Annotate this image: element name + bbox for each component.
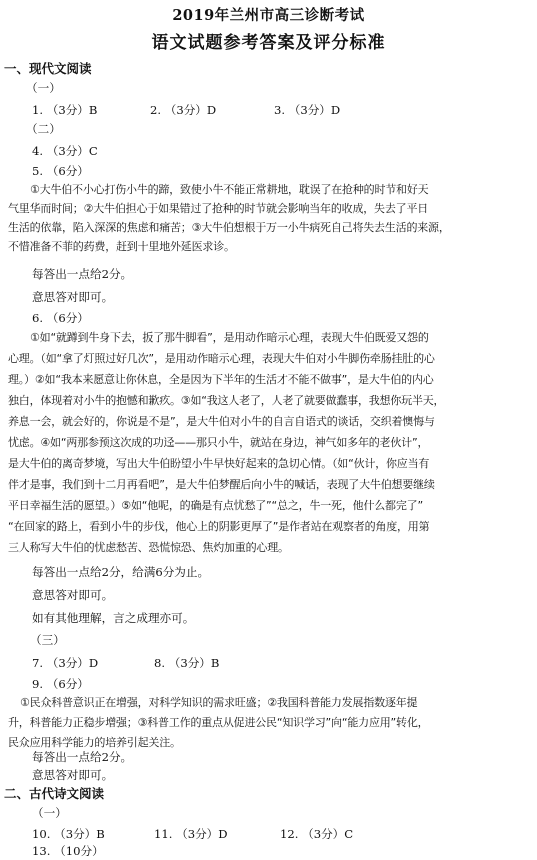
q6-line-6: 忧虑。④如“两那参预这次成的功迳——那只小牛，就站在身边，神气如多年的老伙计”， (8, 436, 429, 449)
question-q6: 6. （6分） (32, 311, 89, 325)
answer-q1: 1. （3分）B (32, 103, 98, 117)
answer-q12: 12. （3分）C (280, 827, 354, 841)
q6-line-2: 心理。（如“拿了灯照过好几次”，是用动作暗示心理，表现大牛伯对小牛脚伤牵肠挂肚的心 (8, 352, 435, 365)
q5-note: 意思答对即可。 (32, 290, 114, 304)
q6-line-11: 三人称写大牛伯的忧虑愁苦、恐慌惊恐、焦灼加重的心理。 (8, 541, 289, 554)
answer-q3: 3. （3分）D (274, 103, 341, 117)
subsection-label: （一） (26, 81, 61, 95)
q9-score-rule: 每答出一点给2分。 (32, 750, 133, 764)
exam-title: 2019年兰州市高三诊断考试 (172, 7, 365, 24)
subsection-label: （三） (30, 633, 65, 647)
q9-line-1: ①民众科普意识正在增强，对科学知识的需求旺盛；②我国科普能力发展指数逐年提 (20, 696, 418, 709)
question-q5: 5. （6分） (32, 164, 89, 178)
answer-q11: 11. （3分）D (154, 827, 228, 841)
question-q13: 13. （10分） (32, 844, 104, 858)
q6-note-2: 如有其他理解，言之成理亦可。 (32, 611, 195, 625)
q6-score-rule: 每答出一点给2分，给满6分为止。 (32, 565, 210, 579)
q5-score-rule: 每答出一点给2分。 (32, 267, 133, 281)
document-title: 语文试题参考答案及评分标准 (151, 33, 386, 53)
answer-q8: 8. （3分）B (154, 656, 220, 670)
q6-line-1: ①如“就蹲到牛身下去，扳了那牛脚看”，是用动作暗示心理，表现大牛伯既爱又怨的 (30, 331, 429, 344)
q5-line-2: 气里华而时间；②大牛伯担心于如果错过了抢种的时节就会影响当年的收成，失去了平日 (8, 202, 429, 215)
q9-line-3: 民众应用科学能力的培养引起关注。 (8, 736, 181, 749)
q9-note: 意思答对即可。 (32, 768, 114, 782)
q6-line-4: 独白，体现着对小牛的抱憾和歉疚。③如“我这人老了，人老了就要做蠢事，我想你玩半天， (8, 394, 445, 407)
q6-note-1: 意思答对即可。 (32, 588, 114, 602)
section-heading-classical-reading: 二、古代诗文阅读 (4, 786, 105, 801)
section-heading-modern-reading: 一、现代文阅读 (4, 61, 92, 76)
q6-line-3: 理。）②如“我本来愿意让你休息，全是因为下半年的生活才不能不做事”，是大牛伯的内心 (8, 373, 434, 386)
q6-line-8: 伴才是事，我们到十二月再看吧”，是大牛伯梦醒后向小牛的喊话，表现了大牛伯想要继续 (8, 478, 435, 491)
q5-line-3: 生活的依靠，陷入深深的焦虑和痛苦；③大牛伯想根于万一小牛病死自己将失去生活的来源， (8, 221, 450, 234)
q9-line-2: 升，科普能力正稳步增强；③科普工作的重点从促进公民“知识学习”向“能力应用”转化， (8, 716, 429, 729)
q5-line-1: ①大牛伯不小心打伤小牛的蹄，致使小牛不能正常耕地，耽误了在抢种的时节和好天 (30, 183, 429, 196)
answer-q4: 4. （3分）C (32, 144, 98, 158)
answer-q10: 10. （3分）B (32, 827, 105, 841)
question-q9: 9. （6分） (32, 677, 89, 691)
q6-line-10: “在回家的路上，看到小牛的步伐，他心上的阴影更厚了”是作者站在观察者的角度，用第 (8, 520, 430, 533)
answer-q2: 2. （3分）D (150, 103, 217, 117)
q6-line-5: 养息一会，就会好的，你说是不是”，是大牛伯对小牛的自言自语式的谈话，交织着懊悔与 (8, 415, 435, 428)
q6-line-9: 平日幸福生活的愿望。）⑤如“他呢，的确是有点忧愁了”“总之，牛一死，他什么都完了” (8, 499, 423, 512)
subsection-label: （二） (26, 122, 61, 136)
q5-line-4: 不惜准备不菲的药费，赶到十里地外延医求诊。 (8, 240, 235, 253)
answer-q7: 7. （3分）D (32, 656, 99, 670)
subsection-label: （一） (32, 806, 67, 820)
q6-line-7: 是大牛伯的离奇梦境，写出大牛伯盼望小牛早快好起来的急切心情。（如“伙计，你应当有 (8, 457, 430, 470)
